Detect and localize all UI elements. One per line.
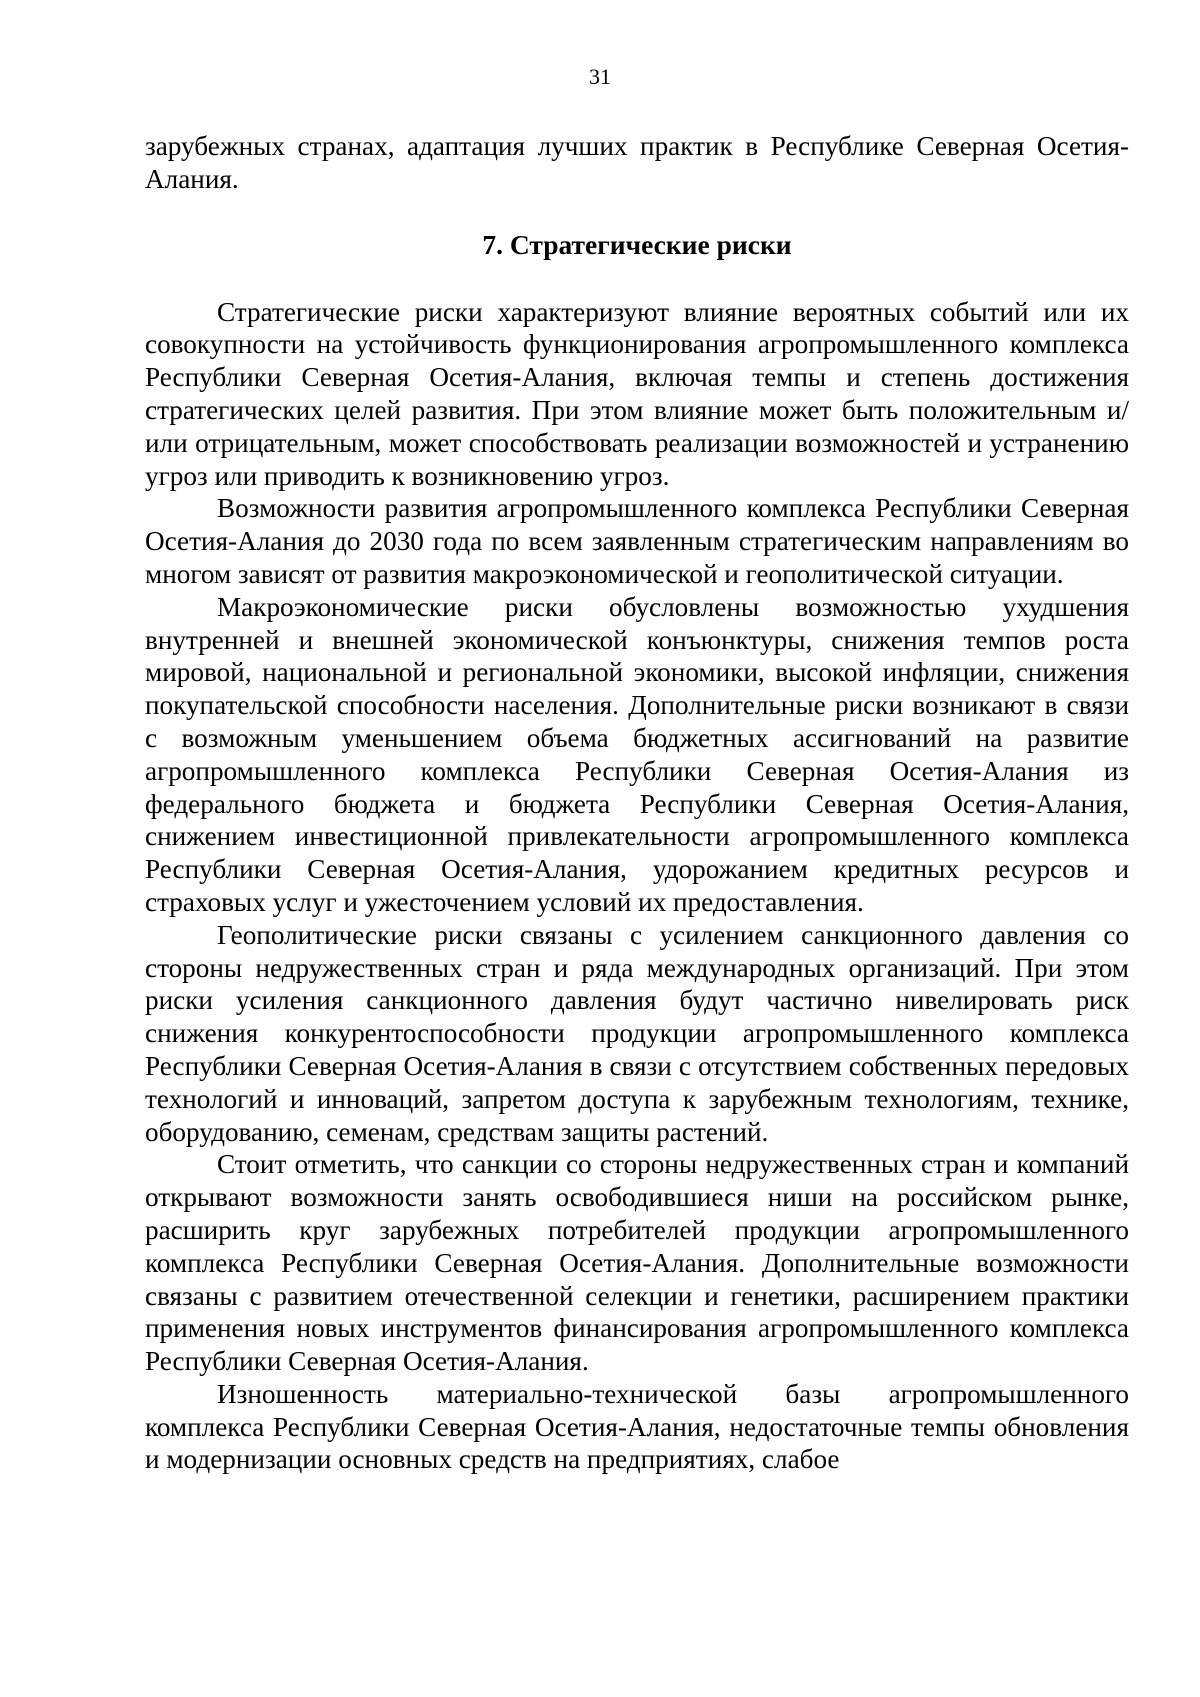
page-number: 31 xyxy=(589,64,611,89)
page-content xyxy=(145,130,1129,1476)
paragraph-material-base: Изношенность материально-технической базы агропромышленного комплекса Республики Северная Осетия-Алания, недостаточные темпы обновления и модернизации основных средств на предприятиях, слабое xyxy=(145,1378,1129,1475)
continuation-paragraph: зарубежных странах, адаптация лучших практик в Республике Северная Осетия-Алания. xyxy=(145,131,1129,194)
paragraph-geopolitical-risks: Геополитические риски связаны с усилением санкционного давления со стороны недружественных стран и ряда международных организаций. При этом риски усиления санкционного давления будут частично нивелировать риск снижения конкурентоспособности продукции агропромышленного комплекса Республики Северная Осетия-Алания в связи с отсутствием собственных передовых технологий и инноваций, запретом доступа к зарубежным технологиям, технике, оборудованию, семенам, средствам защиты растений. xyxy=(145,919,1129,1147)
paragraph-sanctions-opportunities: Стоит отметить, что санкции со стороны недружественных стран и компаний открывают возможности занять освободившиеся ниши на российском рынке, расширить круг зарубежных потребителей продукции агропромышленного комплекса Республики Северная Осетия-Алания. Дополнительные возможности связаны с развитием отечественной селекции и генетики, расширением практики применения новых инструментов финансирования агропромышленного комплекса Республики Северная Осетия-Алания. xyxy=(145,1149,1129,1377)
paragraph-development-opportunities: Возможности развития агропромышленного комплекса Республики Северная Осетия-Алания до 2030 года по всем заявленным стратегическим направлениям во многом зависят от развития макроэкономической и геополитической ситуации. xyxy=(145,493,1129,589)
section-heading: 7. Стратегические риски xyxy=(482,228,792,260)
paragraph-macroeconomic-risks: Макроэкономические риски обусловлены возможностью ухудшения внутренней и внешней экономической конъюнктуры, снижения темпов роста мировой, национальной и региональной экономики, высокой инфляции, снижения покупательской способности населения. Дополнительные риски возникают в связи с возможным уменьшением объема бюджетных ассигнований на развитие агропромышленного комплекса Республики Северная Осетия-Алания из федерального бюджета и бюджета Республики Северная Осетия-Алания, снижением инвестиционной привлекательности агропромышленного комплекса Республики Северная Осетия-Алания, удорожанием кредитных ресурсов и страховых услуг и ужесточением условий их предоставления. xyxy=(145,591,1129,917)
paragraph-strategic-risks: Стратегические риски характеризуют влияние вероятных событий или их совокупности на устойчивость функционирования агропромышленного комплекса Республики Северная Осетия-Алания, включая темпы и степень достижения стратегических целей развития. При этом влияние может быть положительным и/или отрицательным, может способствовать реализации возможностей и устранению угроз или приводить к возникновению угроз. xyxy=(145,296,1129,491)
